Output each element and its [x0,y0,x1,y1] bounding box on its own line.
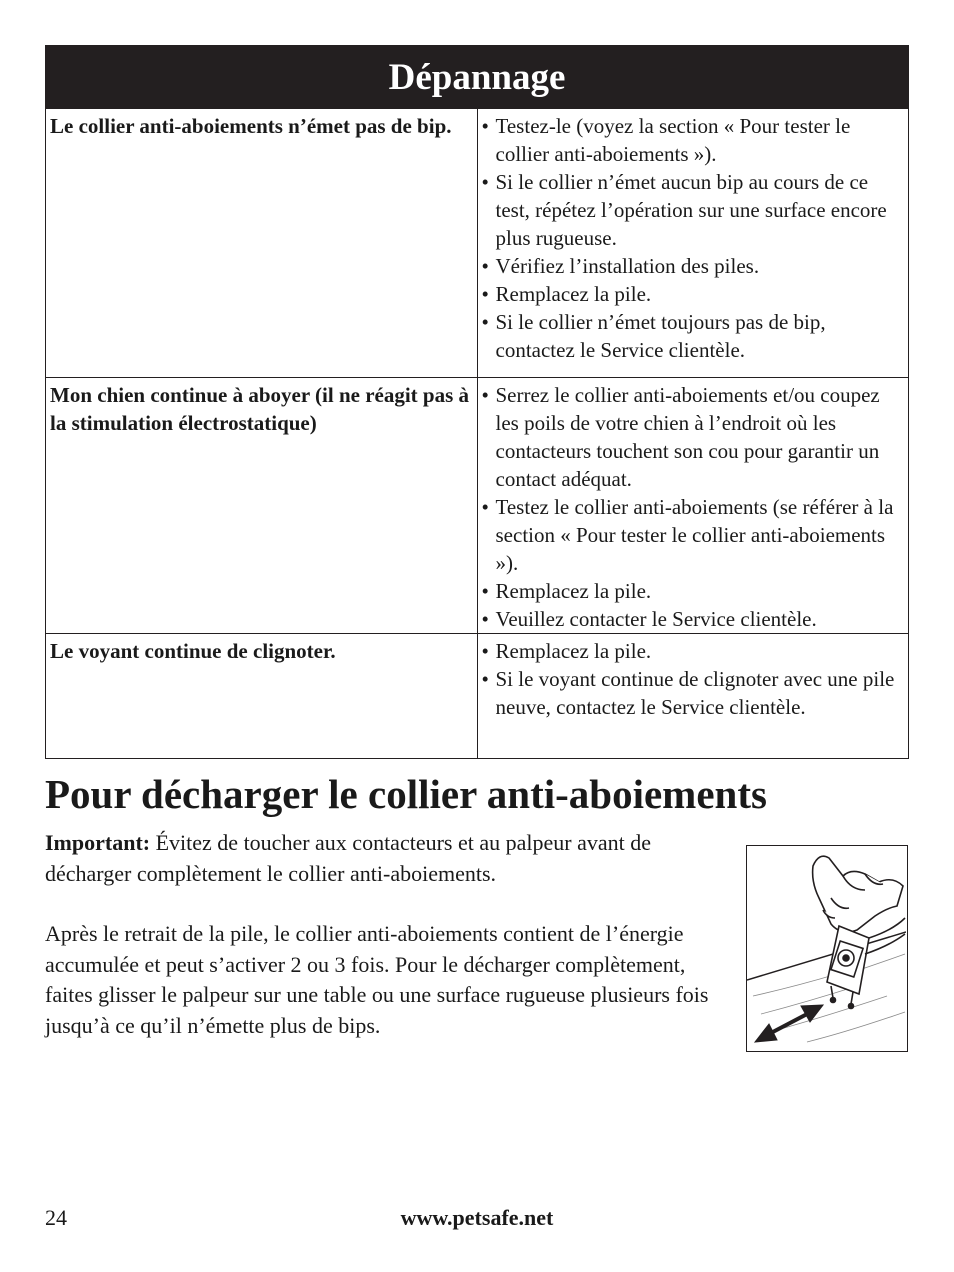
solution-item: • Vérifiez l’installation des piles. [482,252,905,280]
table-row [46,109,909,378]
problem-cell: Mon chien continue à aboyer (il ne réagit pas à la stimulation électrostatique) [46,378,478,634]
solution-item: • Remplacez la pile. [482,280,905,308]
solution-item: • Testez le collier anti-aboiements (se référer à la section « Pour tester le collier anti-aboiements »). [482,493,905,577]
problem-cell: Le collier anti-aboiements n’émet pas de bip. [46,109,478,378]
solution-list [482,381,905,633]
solution-item: • Si le voyant continue de clignoter avec une pile neuve, contactez le Service clientèle. [482,665,905,721]
solution-item: • Veuillez contacter le Service clientèle. [482,605,905,633]
troubleshooting-title: Dépannage [46,46,909,109]
collar-discharge-illustration [746,845,908,1052]
table-row [46,378,909,634]
solution-item: • Remplacez la pile. [482,637,905,665]
solution-item: • Si le collier n’émet aucun bip au cours de ce test, répétez l’opération sur une surface encore plus rugueuse. [482,168,905,252]
solution-item: • Serrez le collier anti-aboiements et/ou coupez les poils de votre chien à l’endroit où les contacteurs touchent son cou pour garantir un contact adéquat. [482,381,905,493]
solution-item: • Testez-le (voyez la section « Pour tester le collier anti-aboiements »). [482,112,905,168]
table-row [46,634,909,759]
important-text: Évitez de toucher aux contacteurs et au palpeur avant de décharger complètement le collier anti-aboiements. [45,830,651,886]
solution-list [482,637,905,721]
solution-list [482,112,905,364]
solution-cell [477,634,909,759]
solution-item: • Remplacez la pile. [482,577,905,605]
discharge-section-title: Pour décharger le collier anti-aboiements [45,771,767,817]
hand-sliding-collar-icon [747,846,906,1050]
footer-website-link[interactable]: www.petsafe.net [400,1205,554,1230]
discharge-paragraph: Après le retrait de la pile, le collier anti-aboiements contient de l’énergie accumulée et peut s’activer 2 ou 3 fois. Pour le décharger complètement, faites glisser le palpeur sur une table ou une surface rugueuse plusieurs fois jusqu’à ce qu’il n’émette plus de bips. [45,921,709,1038]
page-number: 24 [45,1205,67,1230]
important-note [45,828,725,889]
solution-cell [477,378,909,634]
troubleshooting-table [45,45,909,759]
solution-cell [477,109,909,378]
important-label: Important: [45,830,151,855]
solution-item: • Si le collier n’émet toujours pas de bip, contactez le Service clientèle. [482,308,905,364]
problem-cell: Le voyant continue de clignoter. [46,634,478,759]
